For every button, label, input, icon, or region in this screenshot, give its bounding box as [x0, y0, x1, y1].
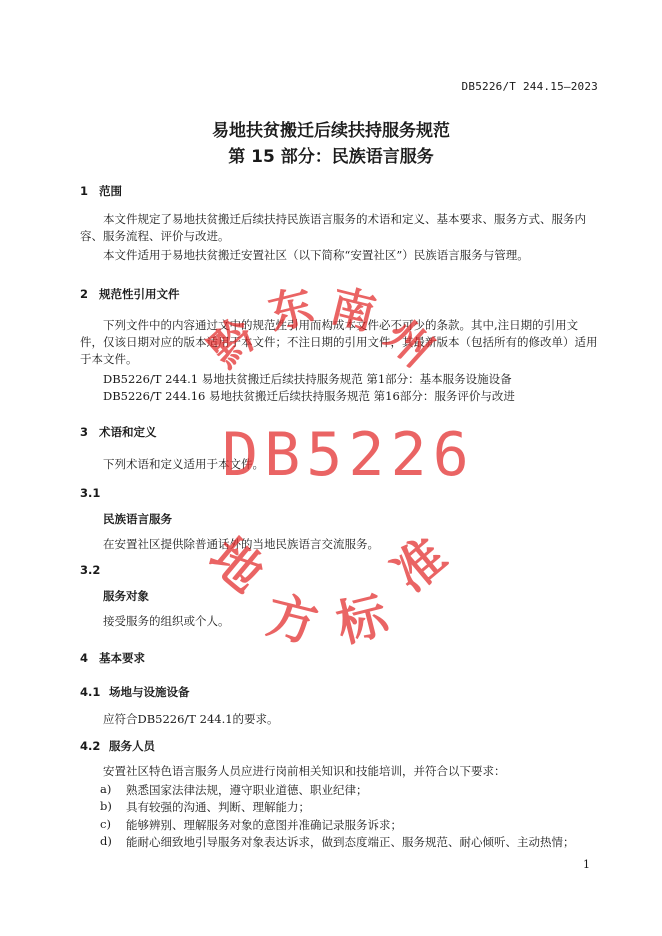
section-2-heading	[80, 286, 180, 302]
section-title: 范围	[99, 184, 122, 198]
clause-4-1-paragraph: 应符合DB5226/T 244.1的要求。	[103, 712, 279, 726]
term-3-1-definition: 在安置社区提供除普通话外的当地民族语言交流服务。	[103, 537, 379, 551]
list-item-marker: a)	[100, 782, 112, 796]
section-number: 3	[80, 425, 89, 439]
section-2-paragraph: 下列文件中的内容通过文中的规范性引用而构成本文件必不可少的条款。其中,注日期的引用文件，仅该日期对应的版本适用于本文件；不注日期的引用文件，其最新版本（包括所有的修改单）适用于本文件。	[80, 318, 598, 366]
list-item-marker: b)	[100, 799, 112, 813]
clause-4-2-heading	[80, 738, 155, 754]
section-4-heading	[80, 650, 145, 666]
normative-reference-2: DB5226/T 244.16 易地扶贫搬迁后续扶持服务规范 第16部分：服务评价与改进	[103, 389, 515, 403]
term-3-1-number: 3.1	[80, 486, 101, 500]
clause-number: 4.1	[80, 685, 101, 699]
watermark-char: 东	[263, 280, 319, 341]
page-number: 1	[583, 858, 590, 871]
section-number: 4	[80, 651, 89, 665]
watermark-char: 标	[330, 585, 394, 655]
list-item: 具有较强的沟通、判断、理解能力；	[126, 800, 310, 814]
document-number: DB5226/T 244.15—2023	[461, 80, 598, 93]
watermark-char: 南	[325, 280, 381, 341]
term-3-2-definition: 接受服务的组织或个人。	[103, 614, 230, 628]
clause-number: 4.2	[80, 739, 101, 753]
section-title: 基本要求	[99, 651, 145, 665]
section-title: 规范性引用文件	[99, 287, 180, 301]
list-item: 能耐心细致地引导服务对象表达诉求，做到态度端正、服务规范、耐心倾听、主动热情；	[126, 835, 575, 849]
clause-title: 服务人员	[109, 739, 155, 753]
section-1-paragraph-1: 本文件规定了易地扶贫搬迁后续扶持民族语言服务的术语和定义、基本要求、服务方式、服务内容、服务流程、评价与改进。	[80, 212, 586, 243]
term-3-2-number: 3.2	[80, 563, 101, 577]
normative-reference-1: DB5226/T 244.1 易地扶贫搬迁后续扶持服务规范 第1部分：基本服务设施设备	[103, 372, 512, 386]
watermark-char: 地	[198, 526, 275, 604]
watermark-char: 黔	[199, 309, 267, 378]
section-number: 2	[80, 287, 89, 301]
list-item-marker: d)	[100, 834, 112, 848]
section-3-paragraph: 下列术语和定义适用于本文件。	[103, 457, 264, 471]
section-3-heading	[80, 424, 157, 440]
clause-4-1-heading	[80, 684, 190, 700]
clause-title: 场地与设施设备	[109, 685, 190, 699]
watermark-char: 州	[375, 309, 443, 378]
term-3-2-name: 服务对象	[103, 589, 149, 603]
section-1-paragraph-2: 本文件适用于易地扶贫搬迁安置社区（以下简称“安置社区”）民族语言服务与管理。	[103, 248, 529, 262]
document-title: 易地扶贫搬迁后续扶持服务规范	[212, 121, 450, 141]
document-subtitle: 第 15 部分：民族语言服务	[228, 147, 434, 167]
section-title: 术语和定义	[99, 425, 157, 439]
term-3-1-name: 民族语言服务	[103, 512, 172, 526]
watermark-char: 准	[381, 526, 458, 604]
section-number: 1	[80, 184, 89, 198]
watermark-center-text: DB5226	[222, 420, 475, 490]
list-item-marker: c)	[100, 817, 111, 831]
section-1-heading	[80, 183, 122, 199]
watermark-char: 方	[260, 585, 324, 655]
list-item: 能够辨别、理解服务对象的意图并准确记录服务诉求；	[126, 818, 402, 832]
clause-4-2-paragraph: 安置社区特色语言服务人员应进行岗前相关知识和技能培训，并符合以下要求：	[103, 764, 506, 778]
list-item: 熟悉国家法律法规，遵守职业道德、职业纪律；	[126, 783, 368, 797]
